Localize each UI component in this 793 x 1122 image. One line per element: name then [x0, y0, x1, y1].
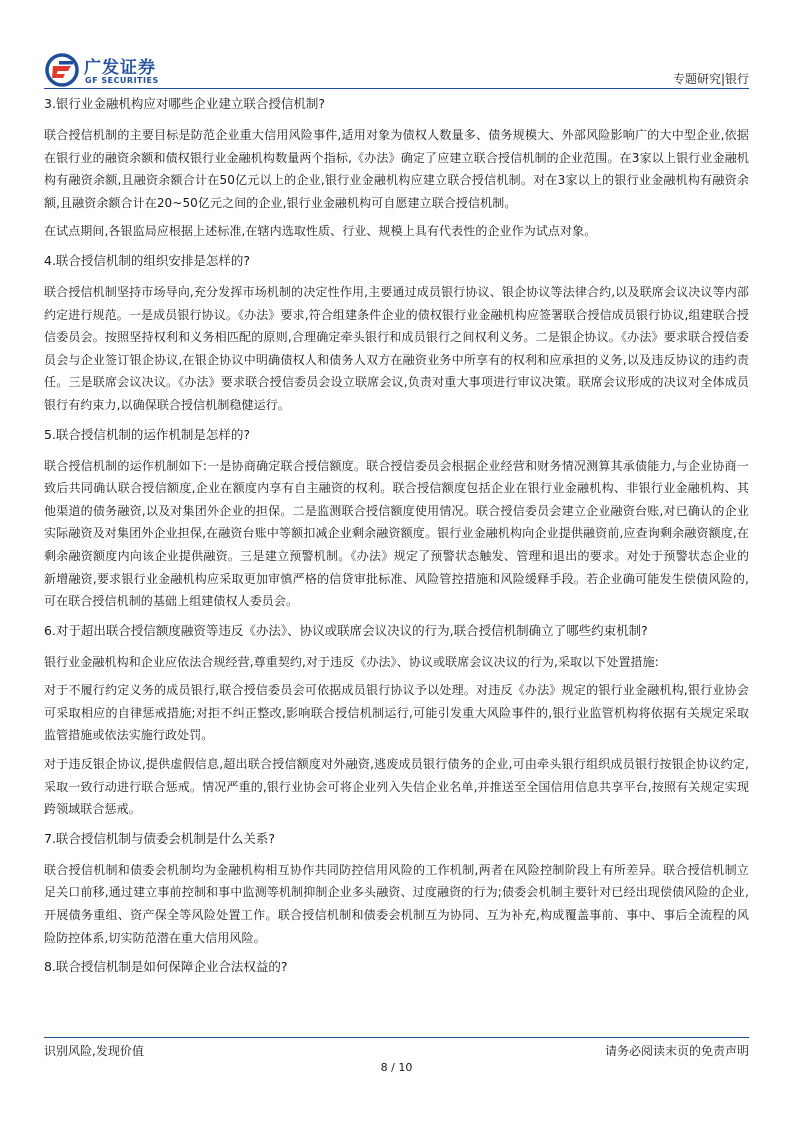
- footer-disclaimer-note: 请务必阅读末页的免责声明: [604, 1044, 749, 1058]
- header-divider: [44, 88, 749, 89]
- section-3: [44, 92, 749, 243]
- logo-english-text: GF SECURITIES: [85, 76, 159, 85]
- paragraph: 联合授信机制的运作机制如下:一是协商确定联合授信额度。联合授信委员会根据企业经营和财务情况测算其承债能力,与企业协商一致后共同确认联合授信额度,企业在额度内享有自主融资的权利。联合授信额度包括企业在银行业金融机构、非银行业金融机构、其他渠道的债务融资,以及对集团外企业的担保。二是监测联合授信额度使用情况。联合授信委员会建立企业融资台账,对已确认的企业实际融资及对集团外企业担保,在融资台账中等额扣减企业剩余融资额度。银行业金融机构向企业提供融资前,应查询剩余融资额度,在剩余融资额度内向该企业提供融资。三是建立预警机制。《办法》规定了预警状态触发、管理和退出的要求。对处于预警状态企业的新增融资,要求银行业金融机构应采取更加审慎严格的信贷审批标准、风险管控措施和风险缓释手段。若企业确可能发生偿债风险的,可在联合授信机制的基础上组建债权人委员会。: [44, 458, 749, 609]
- section-8: [44, 955, 749, 987]
- footer-slogan: 识别风险,发现价值: [44, 1044, 144, 1058]
- question-heading: 6.对于超出联合授信额度融资等违反《办法》、协议或联席会议决议的行为,联合授信机制确立了哪些约束机制?: [44, 622, 648, 638]
- company-logo: [44, 52, 174, 88]
- question-heading: 7.联合授信机制与债委会机制是什么关系?: [44, 830, 276, 846]
- document-body: [44, 92, 749, 987]
- paragraph: 在试点期间,各银监局应根据上述标准,在辖内选取性质、行业、规模上具有代表性的企业作为试点对象。: [44, 224, 597, 239]
- paragraph: 对于违反银企协议,提供虚假信息,超出联合授信额度对外融资,逃废成员银行债务的企业,可由牵头银行组织成员银行按银企协议约定,采取一致行动进行联合惩戒。情况严重的,银行业协会可将企业列入失信企业名单,并推送至全国信用信息共享平台,按照有关规定实现跨领域联合惩戒。: [44, 757, 749, 817]
- section-4: [44, 249, 749, 417]
- question-heading: 3.银行业金融机构应对哪些企业建立联合授信机制?: [44, 96, 326, 111]
- paragraph: 联合授信机制坚持市场导向,充分发挥市场机制的决定性作用,主要通过成员银行协议、银企协议等法律合约,以及联席会议决议等内部约定进行规范。一是成员银行协议。《办法》要求,符合组建条件企业的债权银行业金融机构应签署联合授信成员银行协议,组建联合授信委员会。按照坚持权利和义务相匹配的原则,合理确定牵头银行和成员银行之间权利义务。二是银企协议。《办法》要求联合授信委员会与企业签订银企协议,在银企协议中明确债权人和债务人双方在融资业务中所享有的权利和应承担的义务,以及违反协议的违约责任。三是联席会议决议。《办法》要求联合授信委员会设立联席会议,负责对重大事项进行审议决策。联席会议形成的决议对全体成员银行有约束力,以确保联合授信机制稳健运行。: [44, 284, 749, 412]
- section-6: [44, 619, 749, 821]
- section-7: [44, 827, 749, 949]
- logo-chinese-text: 广发证券: [84, 58, 156, 78]
- page-number: 8 / 10: [380, 1061, 413, 1074]
- question-heading: 4.联合授信机制的组织安排是怎样的?: [44, 252, 251, 268]
- paragraph: 银行业金融机构和企业应依法合规经营,尊重契约,对于违反《办法》、协议或联席会议决议的行为,采取以下处置措施:: [44, 654, 659, 669]
- paragraph: 联合授信机制的主要目标是防范企业重大信用风险事件,适用对象为债权人数量多、债务规模大、外部风险影响广的大中型企业,依据在银行业的融资余额和债权银行业金融机构数量两个指标,《办法》确定了应建立联合授信机制的企业范围。在3家以上银行业金融机构有融资余额,且融资余额合计在50亿元以上的企业,银行业金融机构应建立联合授信机制。对在3家以上的银行业金融机构有融资余额,且融资余额合计在20~50亿元之间的企业,银行业金融机构可自愿建立联合授信机制。: [44, 128, 749, 210]
- footer-divider: [44, 1037, 749, 1038]
- question-heading: 5.联合授信机制的运作机制是怎样的?: [44, 426, 251, 442]
- report-category: 专题研究|银行: [672, 72, 749, 86]
- paragraph: 联合授信机制和债委会机制均为金融机构相互协作共同防控信用风险的工作机制,两者在风险控制阶段上有所差异。联合授信机制立足关口前移,通过建立事前控制和事中监测等机制抑制企业多头融资、过度融资的行为;债委会机制主要针对已经出现偿债风险的企业,开展债务重组、资产保全等风险处置工作。联合授信机制和债委会机制互为协同、互为补充,构成覆盖事前、事中、事后全流程的风险防控体系,切实防范潜在重大信用风险。: [44, 862, 749, 945]
- gf-securities-logo-icon: [44, 52, 80, 88]
- section-5: [44, 423, 749, 613]
- paragraph: 对于不履行约定义务的成员银行,联合授信委员会可依据成员银行协议予以处理。对违反《办法》规定的银行业金融机构,银行业协会可采取相应的自律惩戒措施;对拒不纠正整改,影响联合授信机制运行,可能引发重大风险事件的,银行业监管机构将依据有关规定采取监管措施或依法实施行政处罚。: [44, 683, 749, 743]
- question-heading: 8.联合授信机制是如何保障企业合法权益的?: [44, 959, 288, 975]
- page-header: [0, 0, 793, 92]
